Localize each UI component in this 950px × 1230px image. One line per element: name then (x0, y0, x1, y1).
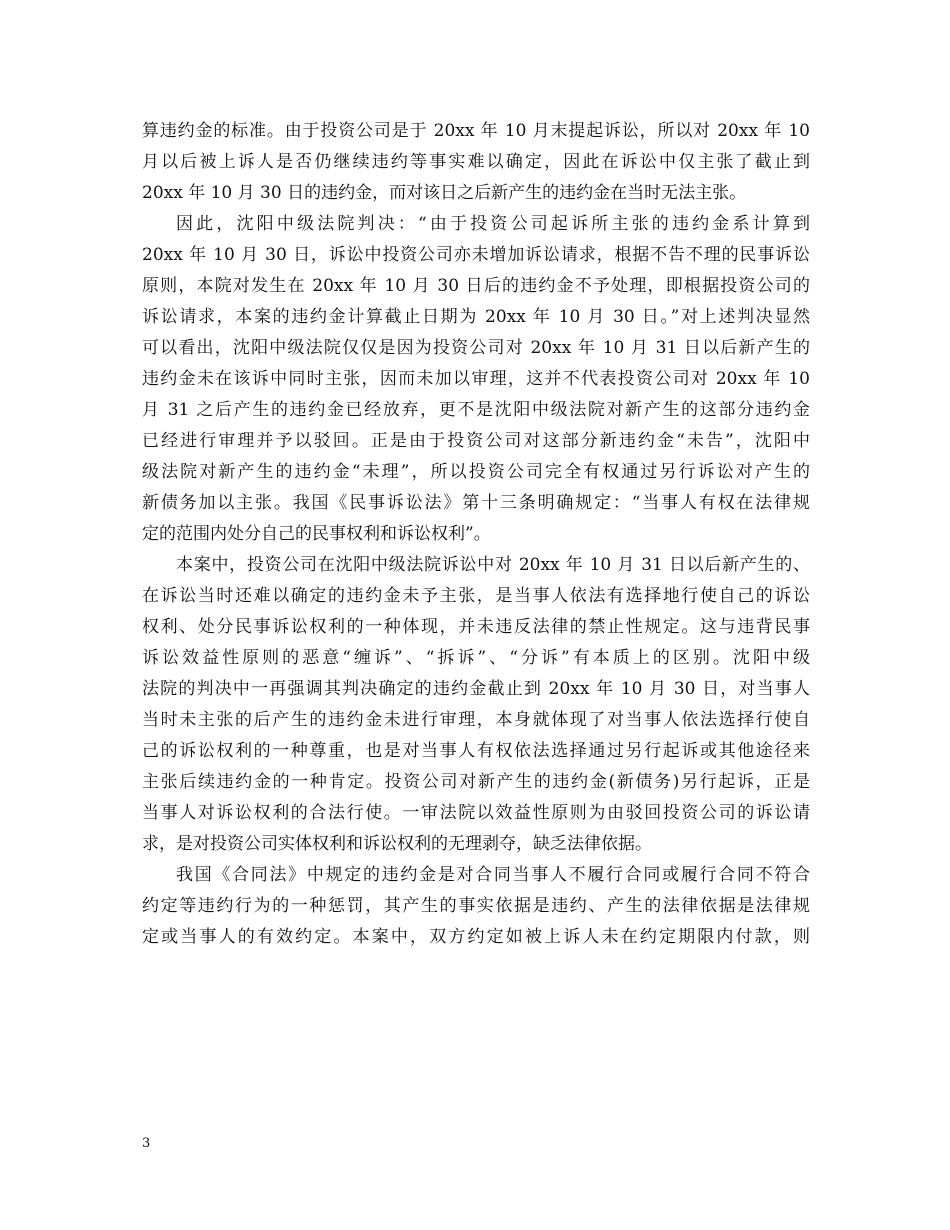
document-body (142, 116, 810, 953)
text-line: 主张后续违约金的一种肯定。投资公司对新产生的违约金(新债务)另行起诉，正是 (142, 772, 810, 792)
text-line: 当事人对诉讼权利的合法行使。一审法院以效益性原则为由驳回投资公司的诉讼请 (142, 803, 810, 823)
text-line: 级法院对新产生的违约金“未理”，所以投资公司完全有权通过另行诉讼对产生的 (142, 462, 810, 482)
text-line: 20xx 年 10 月 30 日，诉讼中投资公司亦未增加诉讼请求，根据不告不理的民事诉讼 (142, 245, 810, 265)
text-line: 算违约金的标准。由于投资公司是于 20xx 年 10 月末提起诉讼，所以对 20xx 年 10 (142, 121, 810, 141)
text-line: 违约金未在该诉中同时主张，因而未加以审理，这并不代表投资公司对 20xx 年 10 (142, 369, 810, 389)
text-line: 原则，本院对发生在 20xx 年 10 月 30 日后的违约金不予处理，即根据投资公司的 (142, 276, 810, 296)
text-line: 己的诉讼权利的一种尊重，也是对当事人有权依法选择通过另行起诉或其他途径来 (142, 741, 810, 761)
paragraph-1 (142, 116, 810, 209)
page-number: 3 (142, 1136, 151, 1151)
text-line: 已经进行审理并予以驳回。正是由于投资公司对这部分新违约金“未告”，沈阳中 (142, 431, 810, 451)
text-line: 新债务加以主张。我国《民事诉讼法》第十三条明确规定：“当事人有权在法律规 (142, 493, 810, 513)
text-line: 诉讼请求，本案的违约金计算截止日期为 20xx 年 10 月 30 日。”对上述判决显然 (142, 307, 810, 327)
text-line: 月以后被上诉人是否仍继续违约等事实难以确定，因此在诉讼中仅主张了截止到 (142, 152, 810, 172)
text-line: 诉讼效益性原则的恶意“缠诉”、“拆诉”、“分诉”有本质上的区别。沈阳中级 (142, 648, 810, 668)
text-line: 20xx 年 10 月 30 日的违约金，而对该日之后新产生的违约金在当时无法主张。 (142, 183, 747, 203)
text-line: 在诉讼当时还难以确定的违约金未予主张，是当事人依法有选择地行使自己的诉讼 (142, 586, 810, 606)
text-line: 当时未主张的后产生的违约金未进行审理，本身就体现了对当事人依法选择行使自 (142, 710, 810, 730)
text-line: 约定等违约行为的一种惩罚，其产生的事实依据是违约、产生的法律依据是法律规 (142, 896, 810, 916)
text-line: 定的范围内处分自己的民事权利和诉讼权利”。 (142, 524, 491, 544)
text-line: 我国《合同法》中规定的违约金是对合同当事人不履行合同或履行合同不符合 (176, 865, 810, 885)
text-line: 月 31 之后产生的违约金已经放弃，更不是沈阳中级法院对新产生的这部分违约金 (142, 400, 810, 420)
text-line: 定或当事人的有效约定。本案中，双方约定如被上诉人未在约定期限内付款，则 (142, 927, 810, 947)
paragraph-4 (142, 860, 810, 953)
text-line: 法院的判决中一再强调其判决确定的违约金截止到 20xx 年 10 月 30 日，对当事人 (142, 679, 810, 699)
text-line: 因此，沈阳中级法院判决：“由于投资公司起诉所主张的违约金系计算到 (176, 214, 810, 234)
text-line: 可以看出，沈阳中级法院仅仅是因为投资公司对 20xx 年 10 月 31 日以后新产生的 (142, 338, 810, 358)
text-line: 权利、处分民事诉讼权利的一种体现，并未违反法律的禁止性规定。这与违背民事 (142, 617, 810, 637)
text-line: 本案中，投资公司在沈阳中级法院诉讼中对 20xx 年 10 月 31 日以后新产生的、 (176, 555, 810, 575)
paragraph-2 (142, 209, 810, 550)
text-line: 求，是对投资公司实体权利和诉讼权利的无理剥夺，缺乏法律依据。 (142, 834, 652, 854)
paragraph-3 (142, 550, 810, 860)
